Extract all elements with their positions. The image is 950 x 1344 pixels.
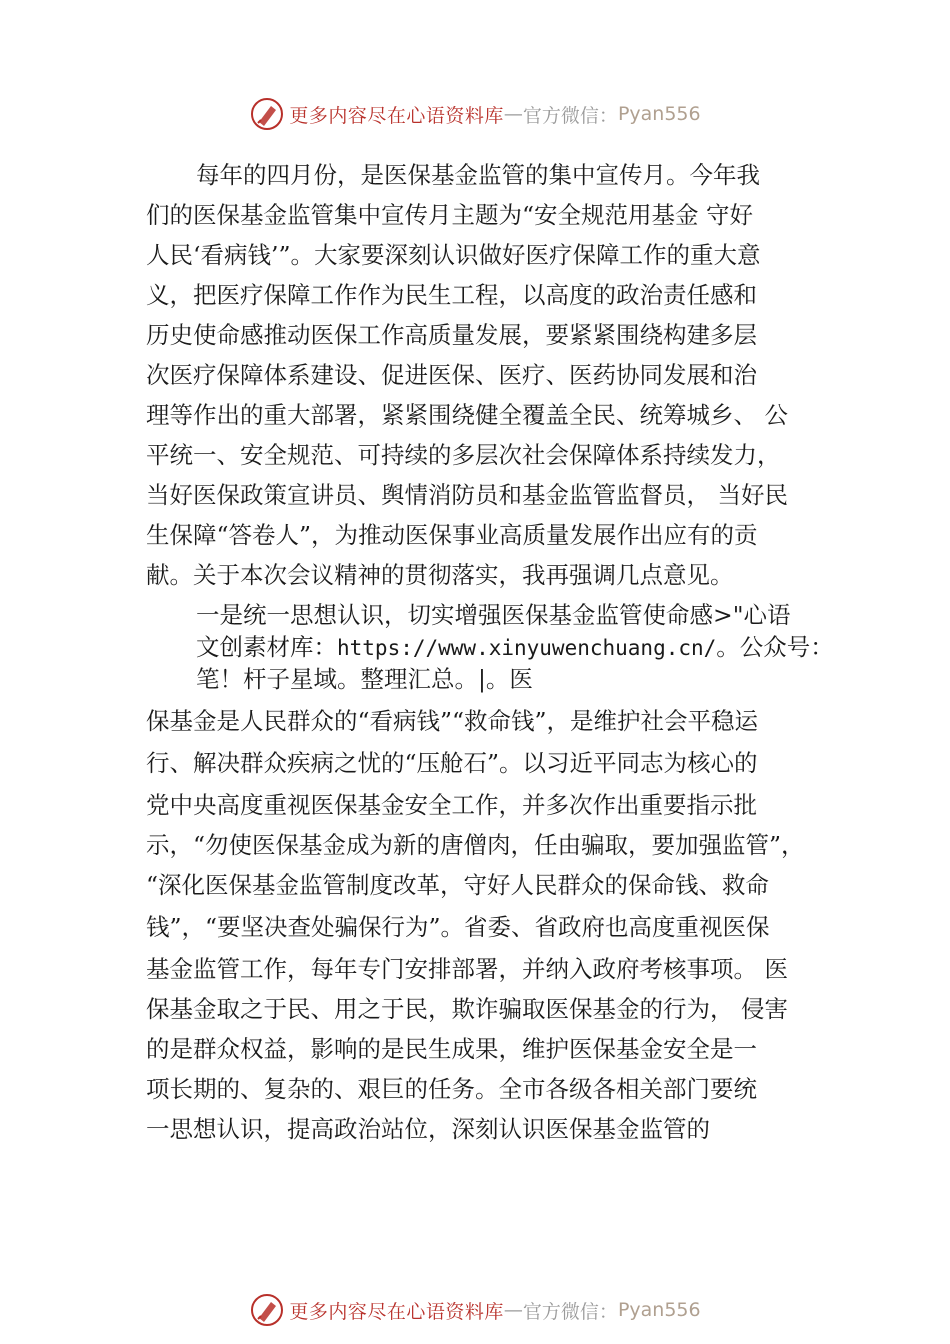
footer-banner: [0, 1290, 950, 1330]
header-banner: [0, 94, 950, 134]
para1-line: 当好医保政策宣讲员、舆情消防员和基金监管监督员， 当好民: [146, 481, 788, 509]
source-url-link[interactable]: https://www.xinyuwenchuang.cn/: [337, 636, 717, 660]
para2-line: 钱”，“要坚决查处骗保行为”。省委、省政府也高度重视医保: [146, 913, 770, 941]
banner-wechat-id: Pyan556: [617, 103, 701, 125]
para1-line: 生保障“答卷人”，为推动医保事业高质量发展作出应有的贡: [146, 521, 758, 549]
pen-nib-logo-icon: [249, 1292, 285, 1328]
source-label: 文创素材库：: [196, 633, 337, 661]
para2-line: 保基金是人民群众的“看病钱”“救命钱”，是维护社会平稳运: [146, 707, 759, 735]
para1-line: 次医疗保障体系建设、促进医保、医疗、医药协同发展和治: [146, 361, 757, 389]
banner-main-text: 更多内容尽在心语资料库: [289, 1300, 504, 1323]
para1-line: 们的医保基金监管集中宣传月主题为“安全规范用基金 守好: [146, 201, 753, 229]
para2-line: 保基金取之于民、用之于民，欺诈骗取医保基金的行为， 侵害: [146, 995, 788, 1023]
para2-line: 一思想认识，提高政治站位，深刻认识医保基金监管的: [146, 1115, 710, 1143]
para2-line: “深化医保基金监管制度改革，守好人民群众的保命钱、救命: [146, 871, 770, 899]
pen-nib-logo-icon: [249, 96, 285, 132]
para1-line: 献。关于本次会议精神的贯彻落实，我再强调几点意见。: [146, 561, 734, 589]
section-heading-line: 笔！杆子星域。整理汇总。|。医: [196, 665, 533, 693]
para2-line: 示，“勿使医保基金成为新的唐僧肉，任由骗取，要加强监管”，: [146, 831, 805, 859]
para2-line: 基金监管工作，每年专门安排部署，并纳入政府考核事项。 医: [146, 955, 788, 983]
para1-line: 人民‘看病钱’”。大家要深刻认识做好医疗保障工作的重大意: [146, 241, 761, 269]
para1-line: 每年的四月份，是医保基金监管的集中宣传月。今年我: [196, 161, 760, 189]
para1-line: 理等作出的重大部署，紧紧围绕健全覆盖全民、统筹城乡、 公: [146, 401, 788, 429]
section-heading-line: [196, 632, 834, 662]
section-heading-line: 一是统一思想认识，切实增强医保基金监管使命感>"心语: [196, 601, 791, 629]
para1-line: 平统一、安全规范、可持续的多层次社会保障体系持续发力，: [146, 441, 781, 469]
banner-wechat-id: Pyan556: [617, 1299, 701, 1321]
para1-line: 历史使命感推动医保工作高质量发展，要紧紧围绕构建多层: [146, 321, 757, 349]
banner-official-label: 官方微信：: [522, 1300, 618, 1323]
banner-main-text: 更多内容尽在心语资料库: [289, 104, 504, 127]
banner-dash: —: [503, 1299, 523, 1321]
para2-line: 的是群众权益，影响的是民生成果，维护医保基金安全是一: [146, 1035, 757, 1063]
para1-line: 义，把医疗保障工作作为民生工程，以高度的政治责任感和: [146, 281, 757, 309]
banner-dash: —: [503, 103, 523, 125]
para2-line: 党中央高度重视医保基金安全工作，并多次作出重要指示批: [146, 791, 757, 819]
para2-line: 行、解决群众疾病之忧的“压舱石”。以习近平同志为核心的: [146, 749, 758, 777]
account-label: 。公众号：: [716, 633, 834, 661]
para2-line: 项长期的、复杂的、艰巨的任务。全市各级各相关部门要统: [146, 1075, 757, 1103]
banner-official-label: 官方微信：: [522, 104, 618, 127]
